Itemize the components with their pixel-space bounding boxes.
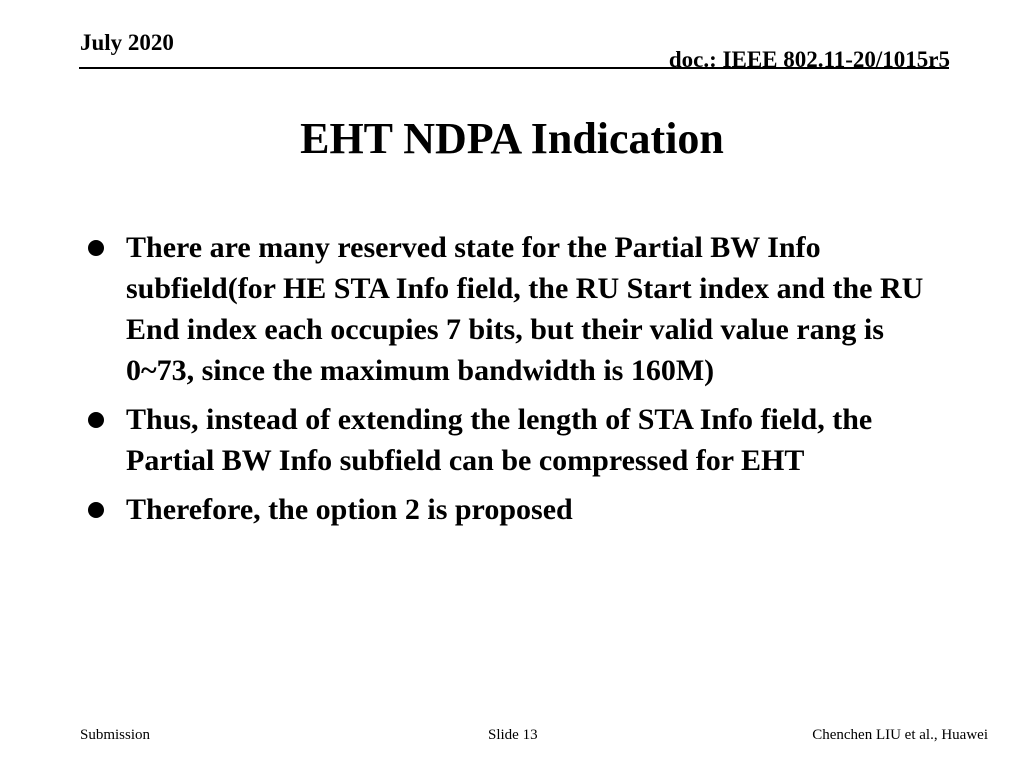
bullet-dot-icon bbox=[88, 412, 104, 428]
bullet-dot-icon bbox=[88, 502, 104, 518]
bullet-text: There are many reserved state for the Partial BW Info subfield(for HE STA Info field, the RU Start index and the RU End index each occupies 7 bits, but their valid value rang is 0~73, since the maximum bandwidth is 160M) bbox=[126, 231, 924, 387]
bullet-list bbox=[88, 227, 948, 538]
bullet-dot-icon bbox=[88, 240, 104, 256]
bullet-item bbox=[88, 227, 948, 391]
bullet-item bbox=[88, 489, 948, 530]
slide-title: EHT NDPA Indication bbox=[300, 114, 724, 163]
header-date: July 2020 bbox=[80, 30, 174, 55]
document-id: doc.: IEEE 802.11-20/1015r5 bbox=[668, 47, 950, 72]
footer-slide-number: Slide 13 bbox=[488, 727, 538, 743]
footer-submission: Submission bbox=[80, 727, 151, 743]
header-divider bbox=[79, 67, 949, 69]
bullet-item bbox=[88, 399, 948, 481]
bullet-text: Therefore, the option 2 is proposed bbox=[126, 493, 573, 526]
bullet-text: Thus, instead of extending the length of STA Info field, the Partial BW Info subfield can be compressed for EHT bbox=[126, 403, 873, 477]
footer-author: Chenchen LIU et al., Huawei bbox=[812, 727, 988, 743]
